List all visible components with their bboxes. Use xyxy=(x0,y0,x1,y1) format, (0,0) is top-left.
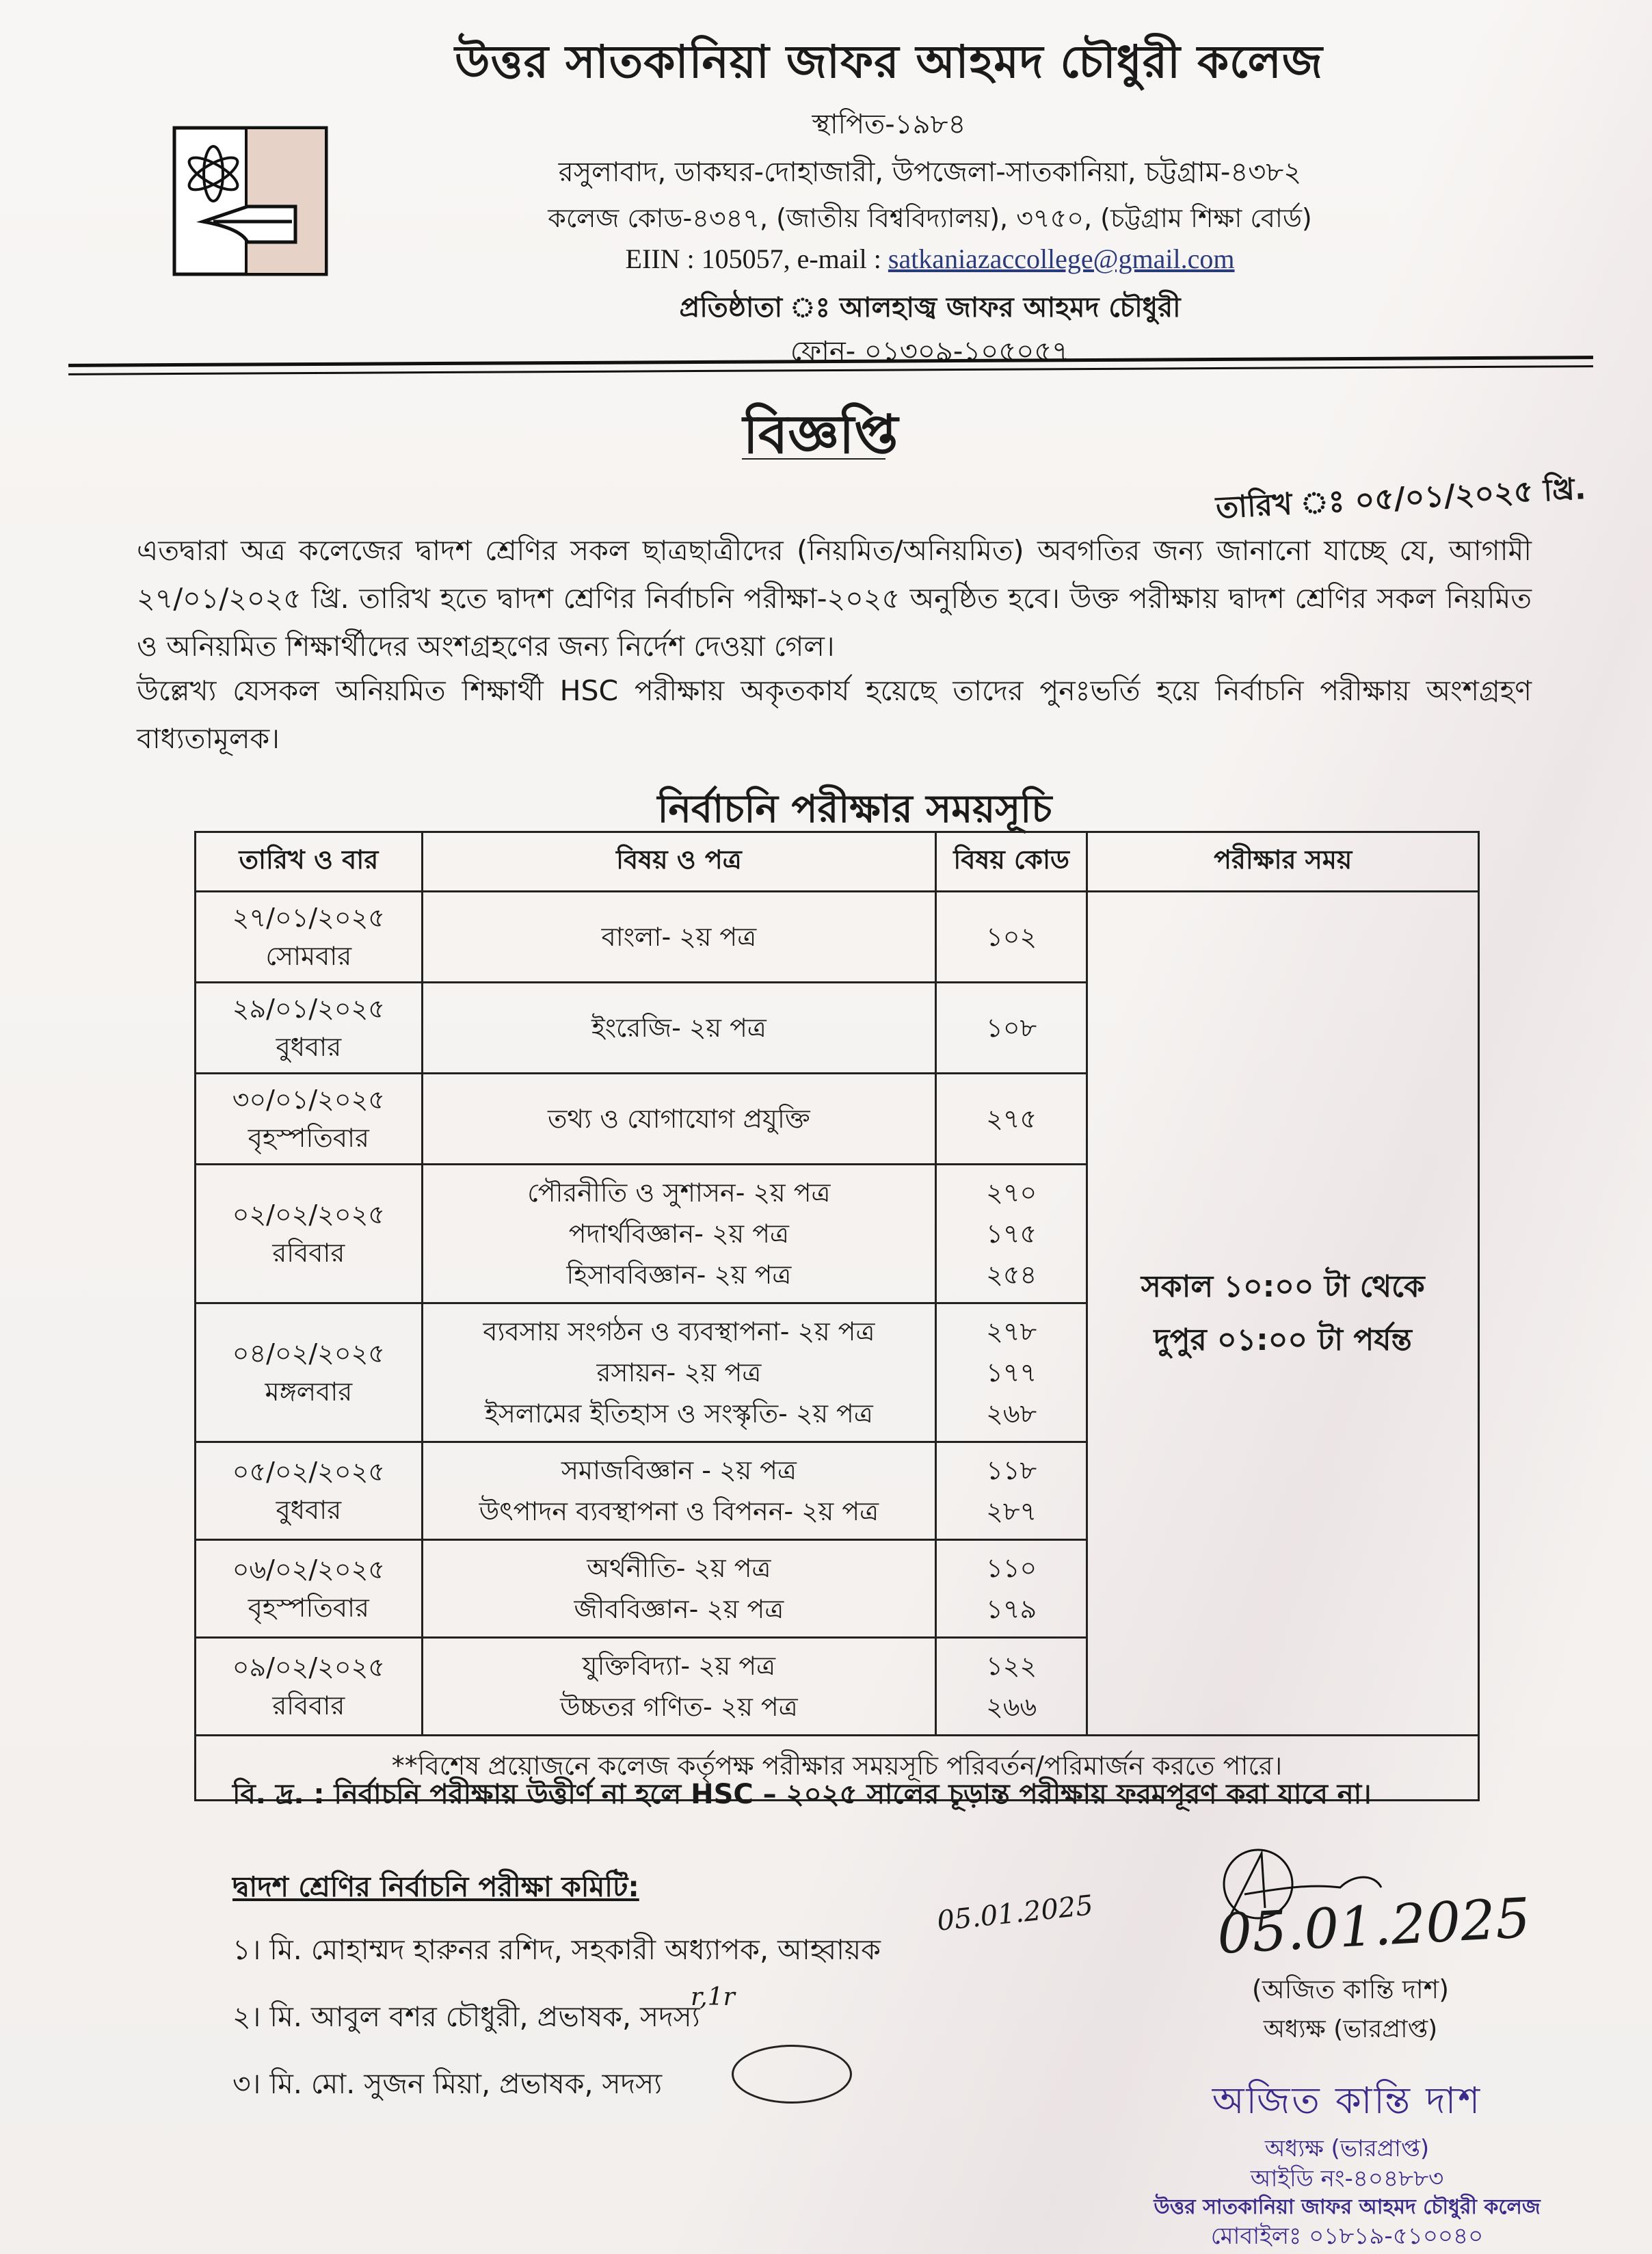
subject-name: অর্থনীতি- ২য় পত্র xyxy=(587,1553,771,1583)
subject-name: উচ্চতর গণিত- ২য় পত্র xyxy=(560,1692,798,1722)
subject-code: ১১০ xyxy=(986,1553,1037,1583)
official-stamp xyxy=(1135,2072,1559,2251)
schedule-note: **বিশেষ প্রয়োজনে কলেজ কর্তৃপক্ষ পরীক্ষার সময়সূচি পরিবর্তন/পরিমার্জন করতে পারে। xyxy=(196,1736,1479,1801)
committee-member-1: ১। মি. মোহাম্মদ হারুনর রশিদ, সহকারী অধ্যাপক, আহ্বায়ক xyxy=(232,1933,881,1966)
established-year: স্থাপিত-১৯৮৪ xyxy=(812,109,966,140)
subject-code: ১১৮ xyxy=(986,1455,1037,1485)
subject-code: ১২২ xyxy=(986,1651,1037,1681)
header-date: তারিখ ও বার xyxy=(196,832,423,892)
subject-code: ১০৮ xyxy=(986,1013,1037,1043)
principal-title: অধ্যক্ষ (ভারপ্রাপ্ত) xyxy=(1263,2015,1438,2043)
subject-name: ব্যবসায় সংগঠন ও ব্যবস্থাপনা- ২য় পত্র xyxy=(483,1316,875,1347)
college-codes: কলেজ কোড-৪৩৪৭, (জাতীয় বিশ্ববিদ্যালয়), ৩৭৫০, (চট্টগ্রাম শিক্ষা বোর্ড) xyxy=(548,203,1312,233)
subject-name: তথ্য ও যোগাযোগ প্রযুক্তি xyxy=(548,1104,810,1134)
date-cell xyxy=(196,1074,423,1165)
committee-member-2: ২। মি. আবুল বশর চৌধুরী, প্রভাষক, সদস্য xyxy=(232,2000,700,2033)
subject-cell xyxy=(422,892,935,983)
subject-cell xyxy=(422,1638,935,1736)
exam-date: ০৫/০২/২০২৫ xyxy=(232,1457,385,1487)
phone-line: ফোন- ০১৩০৯-১০৫০৫৭ xyxy=(790,336,1070,367)
subject-code: ২৫৪ xyxy=(986,1260,1037,1290)
subject-name: পদার্থবিজ্ঞান- ২য় পত্র xyxy=(568,1219,789,1249)
email-link[interactable]: satkaniazaccollege@gmail.com xyxy=(888,243,1235,274)
stamp-id: আইডি নং-৪০৪৮৮৩ xyxy=(1250,2165,1444,2192)
founder-line: প্রতিষ্ঠাতা ঃ আলহাজ্ব জাফর আহমদ চৌধুরী xyxy=(679,292,1181,323)
date-cell xyxy=(196,1442,423,1540)
date-cell xyxy=(196,1303,423,1442)
college-logo xyxy=(172,126,328,276)
exam-day: রবিবার xyxy=(272,1238,345,1268)
exam-date: ২৭/০১/২০২৫ xyxy=(232,903,385,933)
subject-name: জীববিজ্ঞান- ২য় পত্র xyxy=(574,1594,784,1624)
subject-code: ২৮৭ xyxy=(986,1496,1037,1526)
subject-name: পৌরনীতি ও সুশাসন- ২য় পত্র xyxy=(527,1178,831,1208)
subject-cell xyxy=(422,983,935,1074)
exam-time-end: দুপুর ০১:০০ টা পর্যন্ত xyxy=(1154,1322,1412,1357)
date-cell xyxy=(196,892,423,983)
stamp-title: অধ্যক্ষ (ভারপ্রাপ্ত) xyxy=(1264,2135,1430,2162)
table-row xyxy=(196,892,1479,983)
code-cell xyxy=(936,1074,1087,1165)
code-cell xyxy=(936,892,1087,983)
subject-name: হিসাববিজ্ঞান- ২য় পত্র xyxy=(566,1260,792,1290)
subject-cell xyxy=(422,1165,935,1303)
footnote: বি. দ্র. : নির্বাচনি পরীক্ষায় উত্তীর্ণ না হলে HSC – ২০২৫ সালের চূড়ান্ত পরীক্ষায় ফরমপূরণ করা যাবে না। xyxy=(232,1779,1372,1810)
date-cell xyxy=(196,1165,423,1303)
exam-date: ০৯/০২/২০২৫ xyxy=(232,1652,385,1682)
eiin-email-line xyxy=(424,243,1436,275)
notice-date: তারিখ ঃ ০৫/০১/২০২৫ খ্রি. xyxy=(1214,471,1587,526)
code-cell xyxy=(936,1540,1087,1638)
exam-day: রবিবার xyxy=(272,1690,345,1721)
exam-day: মঙ্গলবার xyxy=(265,1377,353,1407)
principal-name: (অজিত কান্তি দাশ) xyxy=(1251,1974,1450,2004)
date-cell xyxy=(196,1638,423,1736)
notice-title: বিজ্ঞপ্তি xyxy=(743,404,898,466)
member-2-signature: r,1r xyxy=(691,1983,735,2011)
member-1-signature: 05.01.2025 xyxy=(935,1890,1095,1937)
exam-date: ৩০/০১/২০২৫ xyxy=(232,1085,385,1115)
title-underline xyxy=(742,458,885,460)
header-subject: বিষয় ও পত্র xyxy=(422,832,935,892)
exam-date: ০৬/০২/২০২৫ xyxy=(232,1554,385,1585)
code-cell xyxy=(936,1442,1087,1540)
schedule-title: নির্বাচনি পরীক্ষার সময়সূচি xyxy=(657,787,1052,832)
subject-code: ২৭০ xyxy=(986,1178,1037,1208)
exam-day: বৃহস্পতিবার xyxy=(248,1593,369,1623)
exam-day: বৃহস্পতিবার xyxy=(248,1123,369,1153)
exam-time-cell xyxy=(1087,892,1479,1736)
header-code: বিষয় কোড xyxy=(936,832,1087,892)
table-header-row xyxy=(196,832,1479,892)
eiin-label: EIIN : 105057, e-mail : xyxy=(625,243,888,274)
date-cell xyxy=(196,983,423,1074)
subject-code: ১০২ xyxy=(986,922,1037,952)
member-3-signature xyxy=(732,2045,852,2104)
subject-name: রসায়ন- ২য় পত্র xyxy=(596,1357,762,1388)
committee-member-3: ৩। মি. মো. সুজন মিয়া, প্রভাষক, সদস্য xyxy=(232,2067,663,2100)
subject-code: ১৭৭ xyxy=(986,1357,1037,1388)
committee-title: দ্বাদশ শ্রেণির নির্বাচনি পরীক্ষা কমিটি: xyxy=(232,1870,639,1903)
exam-date: ০৪/০২/২০২৫ xyxy=(232,1338,385,1368)
exam-date: ০২/০২/২০২৫ xyxy=(232,1199,385,1230)
subject-code: ২৬৮ xyxy=(986,1398,1037,1429)
code-cell xyxy=(936,1165,1087,1303)
subject-cell xyxy=(422,1442,935,1540)
exam-day: বুধবার xyxy=(276,1032,342,1062)
subject-cell xyxy=(422,1074,935,1165)
college-name: উত্তর সাতকানিয়া জাফর আহমদ চৌধুরী কলেজ xyxy=(455,36,1323,88)
code-cell xyxy=(936,983,1087,1074)
date-cell xyxy=(196,1540,423,1638)
subject-cell xyxy=(422,1303,935,1442)
exam-day: সোমবার xyxy=(265,941,352,971)
subject-code: ১৭৫ xyxy=(986,1219,1037,1249)
subject-name: যুক্তিবিদ্যা- ২য় পত্র xyxy=(582,1651,776,1681)
subject-name: ইসলামের ইতিহাস ও সংস্কৃতি- ২য় পত্র xyxy=(484,1398,873,1429)
code-cell xyxy=(936,1638,1087,1736)
stamp-name: অজিত কান্তি দাশ xyxy=(1212,2079,1482,2122)
subject-code: ২৭৫ xyxy=(986,1104,1037,1134)
subject-name: বাংলা- ২য় পত্র xyxy=(601,922,757,952)
schedule-table xyxy=(194,831,1480,1801)
subject-name: উৎপাদন ব্যবস্থাপনা ও বিপনন- ২য় পত্র xyxy=(479,1496,879,1526)
stamp-mobile: মোবাইলঃ ০১৮১৯-৫১০০৪০ xyxy=(1210,2223,1484,2250)
header-time: পরীক্ষার সময় xyxy=(1087,832,1479,892)
subject-cell xyxy=(422,1540,935,1638)
notice-paragraph-2: উল্লেখ্য যেসকল অনিয়মিত শিক্ষার্থী HSC পরীক্ষায় অকৃতকার্য হয়েছে তাদের পুনঃভর্তি হয়ে নির্বাচনি পরীক্ষায় অংশগ্রহণ বাধ্যতামূলক। xyxy=(137,674,1532,755)
exam-time-start: সকাল ১০:০০ টা থেকে xyxy=(1141,1269,1425,1304)
subject-code: ২৭৮ xyxy=(986,1316,1037,1347)
principal-signed-date: 05.01.2025 xyxy=(1215,1886,1532,1966)
code-cell xyxy=(936,1303,1087,1442)
subject-code: ১৭৯ xyxy=(986,1594,1037,1624)
exam-date: ২৯/০১/২০২৫ xyxy=(232,994,385,1024)
college-address: রসুলাবাদ, ডাকঘর-দোহাজারী, উপজেলা-সাতকানিয়া, চট্টগ্রাম-৪৩৮২ xyxy=(558,157,1302,188)
subject-name: সমাজবিজ্ঞান - ২য় পত্র xyxy=(561,1455,797,1485)
exam-day: বুধবার xyxy=(276,1495,342,1525)
subject-name: ইংরেজি- ২য় পত্র xyxy=(591,1013,767,1043)
notice-paragraph-1: এতদ্বারা অত্র কলেজের দ্বাদশ শ্রেণির সকল ছাত্রছাত্রীদের (নিয়মিত/অনিয়মিত) অবগতির জন্য জানানো যাচ্ছে যে, আগামী ২৭/০১/২০২৫ খ্রি. তারিখ হতে দ্বাদশ শ্রেণির নির্বাচনি পরীক্ষা-২০২৫ অনুষ্ঠিত হবে। উক্ত পরীক্ষায় দ্বাদশ শ্রেণির সকল নিয়মিত ও অনিয়মিত শিক্ষার্থীদের অংশগ্রহণের জন্য নির্দেশ দেওয়া গেল। xyxy=(137,534,1532,663)
subject-code: ২৬৬ xyxy=(986,1692,1037,1722)
stamp-college: উত্তর সাতকানিয়া জাফর আহমদ চৌধুরী কলেজ xyxy=(1154,2195,1541,2219)
